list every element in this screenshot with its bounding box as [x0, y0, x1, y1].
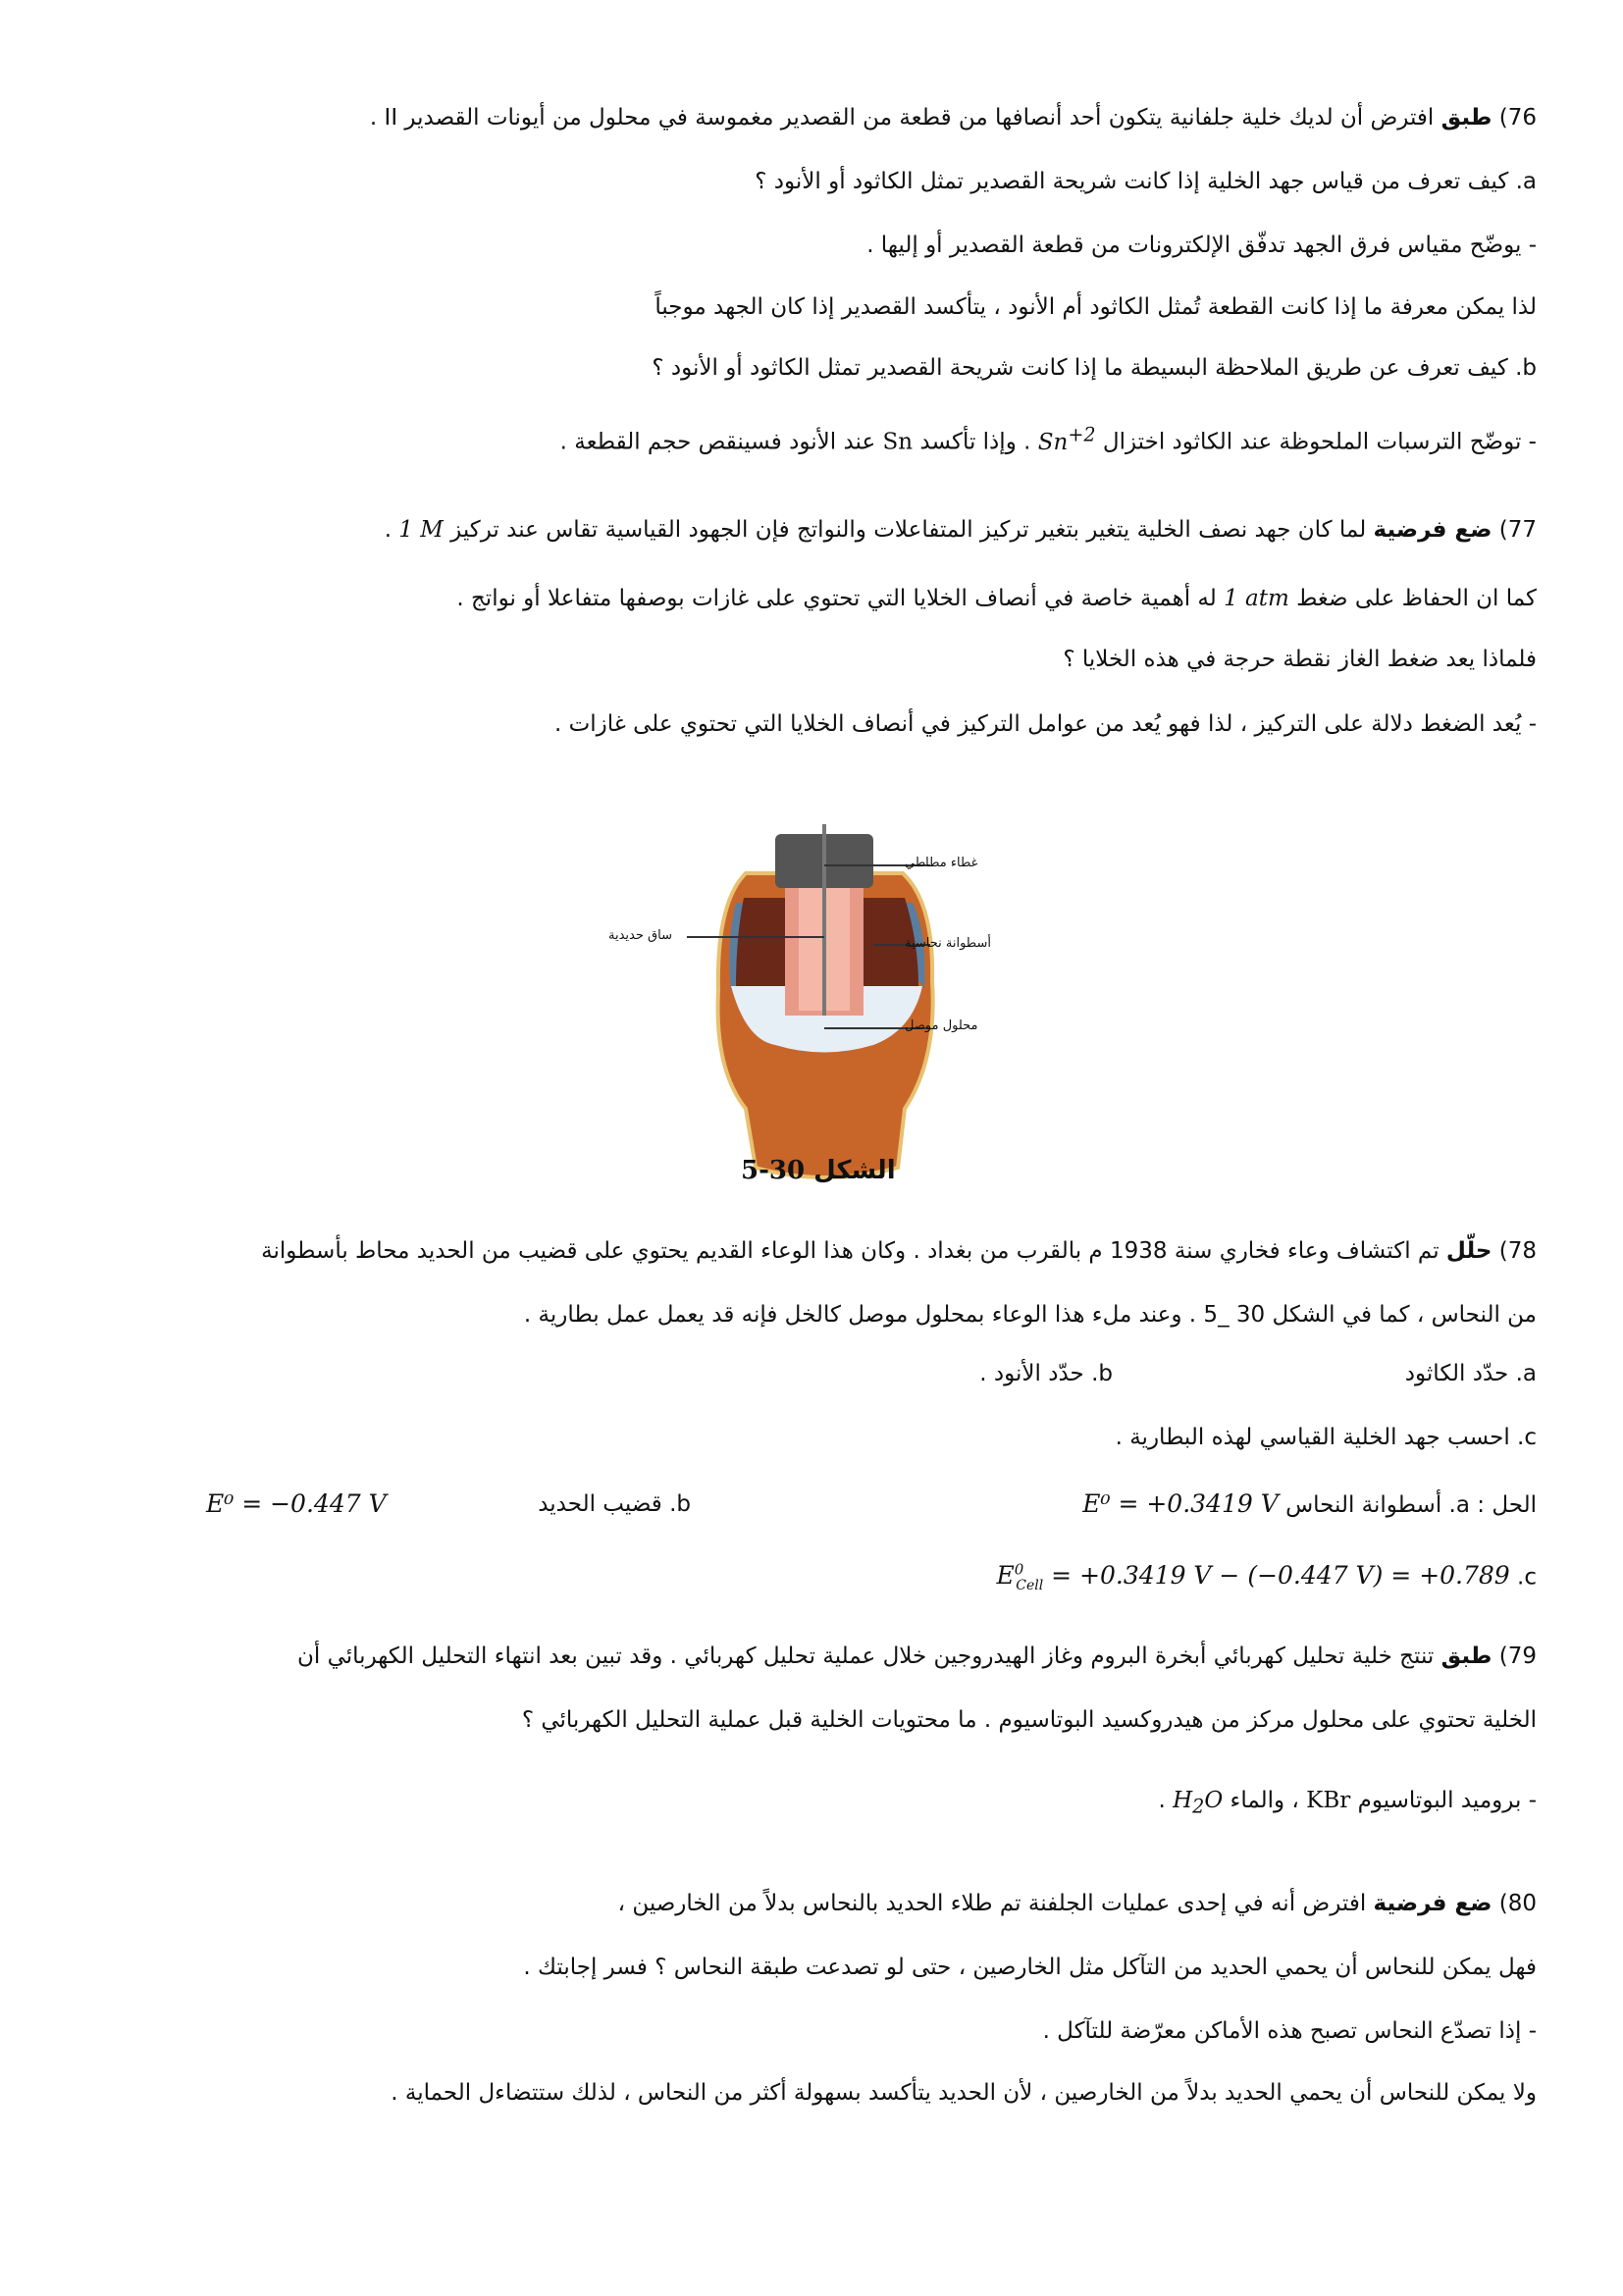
q78-stem-2: من النحاس ، كما في الشكل 30 _5 . وعند ملء هذا الوعاء بمحلول موصل كالخل فإنه قد يعمل عمل بطارية . [523, 1302, 1537, 1328]
q78-solution-c [996, 1553, 1537, 1602]
question-number: 80) [1498, 1891, 1537, 1916]
o-symbol: O [1204, 1788, 1224, 1813]
subscript: 2 [1192, 1795, 1205, 1818]
superscript: 0 [1014, 1561, 1024, 1579]
q78-c-question: c. احسب جهد الخلية القياسي لهذه البطارية . [1115, 1425, 1537, 1450]
q80-answer-1: - إذا تصدّع النحاس تصبح هذه الأماكن معرّضة للتآكل . [1042, 2018, 1537, 2044]
question-number: 76) [1498, 105, 1537, 130]
q77-stem [385, 513, 1537, 547]
question-text: تم اكتشاف وعاء فخاري سنة 1938 م بالقرب من بغداد . وكان هذا الوعاء القديم يحتوي على قضيب من الحديد محاط بأسطوانة [261, 1238, 1440, 1264]
question-text: تنتج خلية تحليل كهربائي أبخرة البروم وغاز الهيدروجين خلال عملية تحليل كهربائي . وقد تبين بعد انتهاء التحليل الكهربائي أن [297, 1644, 1435, 1669]
punctuation: . [384, 517, 393, 543]
q80-stem [618, 1887, 1537, 1920]
q76-b-answer [560, 418, 1537, 459]
answer-text: . وإذا تأكسد [919, 429, 1031, 455]
tin-ion [1037, 423, 1096, 455]
q78-solution-a [1082, 1487, 1537, 1522]
q80-question: فهل يمكن للنحاس أن يحمي الحديد من التآكل مثل الخارصين ، حتى لو تصدعت طبقة النحاس ؟ فسر إجابتك . [523, 1955, 1537, 1980]
q76-b-question: b. كيف تعرف عن طريق الملاحظة البسيطة ما إذا كانت شريحة القصدير تمثل الكاثود أو الأنود ؟ [652, 355, 1537, 381]
q77-question: فلماذا يعد ضغط الغاز نقطة حرجة في هذه الخلايا ؟ [1063, 647, 1537, 672]
q78-solution-b: b. قضيب الحديد [538, 1491, 691, 1517]
question-text: افترض أنه في إحدى عمليات الجلفنة تم طلاء الحديد بالنحاس بدلاً من الخارصين ، [617, 1891, 1367, 1916]
baghdad-battery-figure [589, 814, 1060, 1197]
tin-symbol: Sn [882, 429, 914, 455]
question-number: 79) [1498, 1644, 1537, 1669]
water-formula [1173, 1788, 1224, 1818]
label-iron-rod: ساق حديدية [608, 928, 672, 943]
subscript: Cell [1016, 1578, 1044, 1594]
question-tag: طبق [1440, 105, 1492, 130]
copper-potential: E⁰ = +0.3419 V [1082, 1489, 1279, 1518]
question-number: 77) [1498, 517, 1537, 543]
ion-symbol: Sn [1037, 429, 1069, 455]
pressure: 1 atm [1224, 586, 1289, 611]
q78-b-question: b. حدّد الأنود . [979, 1361, 1113, 1386]
q77-answer: - يُعد الضغط دلالة على التركيز ، لذا فهو يُعد من عوامل التركيز في أنصاف الخلايا التي تحتوي على غازات . [553, 711, 1537, 737]
question-text: لما كان جهد نصف الخلية يتغير بتغير تركيز المتفاعلات والنواتج فإن الجهود القياسية تقاس عند تركيز [450, 517, 1367, 543]
text: له أهمية خاصة في أنصاف الخلايا التي تحتوي على غازات بوصفها متفاعلا أو نواتج . [456, 586, 1217, 611]
h-symbol: H [1173, 1788, 1193, 1813]
answer-text: - توضّح الترسبات الملحوظة عند الكاثود اختزال [1102, 429, 1537, 455]
question-tag: ضع فرضية [1373, 1891, 1492, 1916]
question-tag: طبق [1440, 1644, 1492, 1669]
q80-answer-2: ولا يمكن للنحاس أن يحمي الحديد بدلاً من الخارصين ، لأن الحديد يتأكسد بسهولة أكثر من النحاس ، لذلك ستتضاءل الحماية . [391, 2080, 1537, 2106]
question-number: 78) [1498, 1238, 1537, 1264]
ion-charge: +2 [1068, 423, 1096, 445]
punctuation: . [1158, 1788, 1166, 1813]
iron-potential: E⁰ = −0.447 V [206, 1489, 387, 1518]
q79-answer [1158, 1784, 1537, 1824]
question-text: افترض أن لديك خلية جلفانية يتكون أحد أنصافها من قطعة من القصدير مغموسة في محلول من أيونات القصدير II . [369, 105, 1435, 130]
q79-stem-2: الخلية تحتوي على محلول مركز من هيدروكسيد البوتاسيوم . ما محتويات الخلية قبل عملية التحليل الكهربائي ؟ [521, 1707, 1537, 1733]
q77-line2 [456, 582, 1537, 615]
caption-number: 5-30 [741, 1156, 806, 1185]
q78-stem-1 [261, 1234, 1537, 1268]
q76-a-question: a. كيف تعرف من قياس جهد الخلية إذا كانت شريحة القصدير تمثل الكاثود أو الأنود ؟ [755, 169, 1537, 194]
answer-text: - بروميد البوتاسيوم [1357, 1788, 1537, 1813]
label-rubber-cap: غطاء مطاطي [905, 856, 978, 870]
solution-label: c. [1517, 1564, 1537, 1591]
baghdad-battery-illustration [589, 814, 1060, 1197]
answer-text: ، والماء [1230, 1788, 1299, 1813]
kbr-formula: KBr [1306, 1788, 1351, 1813]
text: كما ان الحفاظ على ضغط [1296, 586, 1537, 611]
question-tag: حلّل [1445, 1238, 1492, 1264]
q76-a-answer-1: - يوضّح مقياس فرق الجهد تدفّق الإلكترونات من قطعة القصدير أو إليها . [866, 233, 1537, 258]
label-conducting-solution: محلول موصل [905, 1018, 978, 1033]
q76-a-answer-2: لذا يمكن معرفة ما إذا كانت القطعة تُمثل الكاثود أم الأنود ، يتأكسد القصدير إذا كان الجهد موجباً [654, 294, 1537, 320]
label-copper-cylinder: أسطوانة نحاسية [905, 936, 991, 951]
cell-potential [996, 1561, 1510, 1594]
q76-stem [370, 101, 1537, 134]
answer-text: عند الأنود فسينقص حجم القطعة . [559, 429, 876, 455]
solution-label: الحل : a. أسطوانة النحاس [1285, 1492, 1537, 1518]
q79-stem-1 [297, 1640, 1537, 1673]
question-tag: ضع فرضية [1373, 517, 1492, 543]
concentration: 1 M [398, 517, 444, 543]
q78-a-question: a. حدّد الكاثود [1404, 1361, 1537, 1386]
equation: = +0.3419 V − (−0.447 V) = +0.789 [1051, 1561, 1510, 1591]
caption-word: الشكل [813, 1156, 896, 1185]
figure-caption [741, 1156, 896, 1185]
e-symbol: E [996, 1561, 1015, 1591]
